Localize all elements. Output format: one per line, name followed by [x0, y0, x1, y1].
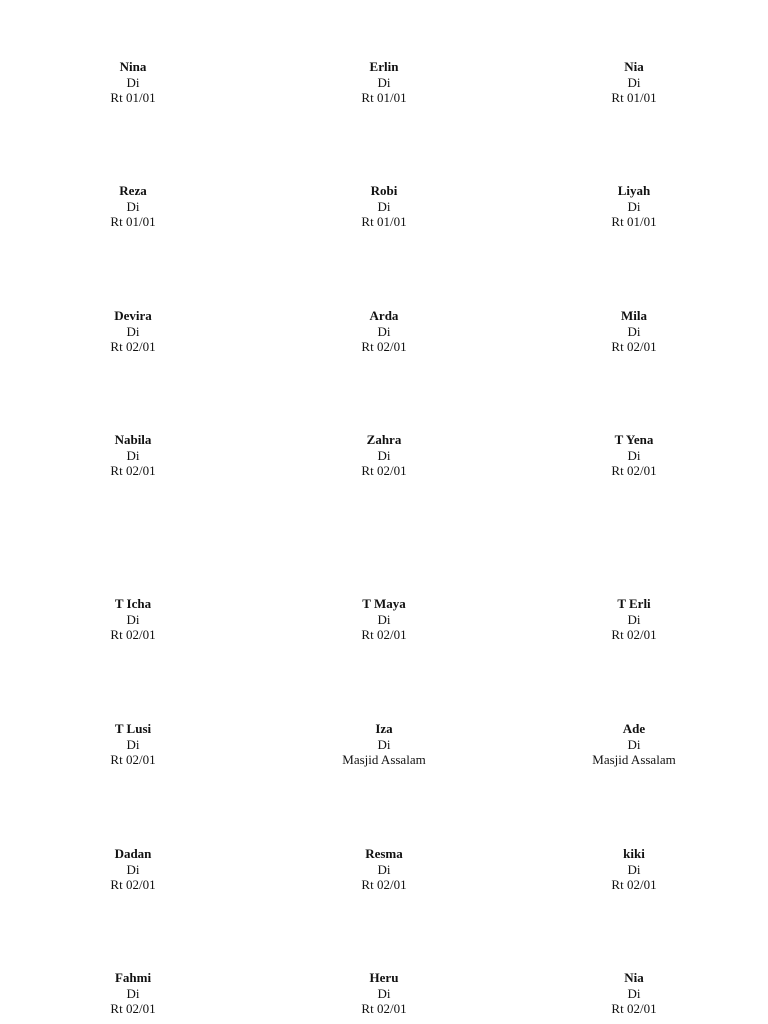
address-label: [294, 970, 474, 1017]
recipient-name: Heru: [369, 970, 399, 985]
di-line: Di: [377, 861, 391, 877]
address-label: [43, 970, 223, 1017]
address-label: [43, 596, 223, 643]
address-label: [43, 59, 223, 106]
di-line: Di: [627, 861, 641, 877]
address-line: Rt 02/01: [110, 877, 156, 893]
address-line: Rt 02/01: [361, 339, 407, 355]
address-label: [294, 596, 474, 643]
address-line: Rt 02/01: [110, 752, 156, 768]
di-line: Di: [377, 323, 391, 339]
address-line: Rt 01/01: [611, 214, 657, 230]
di-line: Di: [627, 985, 641, 1001]
recipient-name: Mila: [621, 308, 647, 323]
address-label: [294, 183, 474, 230]
address-label: [294, 308, 474, 355]
address-label: [544, 596, 724, 643]
recipient-name: Nia: [624, 970, 644, 985]
recipient-name: Erlin: [369, 59, 399, 74]
di-line: Di: [627, 447, 641, 463]
address-label: [544, 183, 724, 230]
address-line: Rt 02/01: [611, 463, 657, 479]
address-line: Rt 02/01: [110, 627, 156, 643]
address-label: [544, 970, 724, 1017]
di-line: Di: [377, 736, 391, 752]
recipient-name: Devira: [114, 308, 152, 323]
recipient-name: Nabila: [114, 432, 152, 447]
recipient-name: Arda: [369, 308, 399, 323]
recipient-name: T Icha: [114, 596, 152, 611]
di-line: Di: [126, 447, 140, 463]
di-line: Di: [627, 74, 641, 90]
address-line: Masjid Assalam: [342, 752, 426, 768]
address-line: Rt 02/01: [361, 627, 407, 643]
address-line: Rt 02/01: [110, 463, 156, 479]
address-label: [544, 846, 724, 893]
address-line: Rt 02/01: [110, 339, 156, 355]
address-line: Rt 02/01: [611, 627, 657, 643]
address-label: [294, 432, 474, 479]
address-line: Rt 01/01: [361, 90, 407, 106]
address-line: Rt 01/01: [110, 90, 156, 106]
recipient-name: Ade: [622, 721, 646, 736]
di-line: Di: [126, 74, 140, 90]
address-label: [544, 308, 724, 355]
recipient-name: T Yena: [614, 432, 654, 447]
di-line: Di: [126, 198, 140, 214]
recipient-name: Robi: [370, 183, 398, 198]
di-line: Di: [377, 611, 391, 627]
di-line: Di: [126, 323, 140, 339]
recipient-name: Iza: [375, 721, 393, 736]
address-label: [294, 846, 474, 893]
address-label: [544, 432, 724, 479]
address-label: [294, 59, 474, 106]
recipient-name: Resma: [365, 846, 403, 861]
address-line: Rt 01/01: [361, 214, 407, 230]
address-line: Rt 01/01: [110, 214, 156, 230]
di-line: Di: [126, 611, 140, 627]
recipient-name: kiki: [623, 846, 645, 861]
address-label: [43, 432, 223, 479]
address-label: [544, 721, 724, 768]
address-label: [43, 308, 223, 355]
di-line: Di: [126, 861, 140, 877]
address-line: Masjid Assalam: [592, 752, 676, 768]
di-line: Di: [126, 736, 140, 752]
address-line: Rt 01/01: [611, 90, 657, 106]
address-line: Rt 02/01: [361, 1001, 407, 1017]
recipient-name: T Lusi: [114, 721, 152, 736]
address-line: Rt 02/01: [611, 877, 657, 893]
di-line: Di: [627, 736, 641, 752]
recipient-name: Nina: [119, 59, 147, 74]
di-line: Di: [377, 447, 391, 463]
address-line: Rt 02/01: [361, 463, 407, 479]
di-line: Di: [627, 323, 641, 339]
address-line: Rt 02/01: [361, 877, 407, 893]
address-label: [43, 721, 223, 768]
di-line: Di: [627, 611, 641, 627]
recipient-name: T Maya: [362, 596, 406, 611]
di-line: Di: [377, 985, 391, 1001]
recipient-name: Zahra: [366, 432, 402, 447]
recipient-name: Reza: [119, 183, 147, 198]
address-label: [294, 721, 474, 768]
recipient-name: Fahmi: [114, 970, 152, 985]
address-line: Rt 02/01: [611, 339, 657, 355]
di-line: Di: [377, 74, 391, 90]
address-label: [43, 846, 223, 893]
recipient-name: Liyah: [617, 183, 651, 198]
address-line: Rt 02/01: [611, 1001, 657, 1017]
recipient-name: Dadan: [114, 846, 152, 861]
recipient-name: T Erli: [617, 596, 651, 611]
address-label: [544, 59, 724, 106]
di-line: Di: [377, 198, 391, 214]
di-line: Di: [627, 198, 641, 214]
address-label: [43, 183, 223, 230]
address-line: Rt 02/01: [110, 1001, 156, 1017]
recipient-name: Nia: [624, 59, 644, 74]
di-line: Di: [126, 985, 140, 1001]
